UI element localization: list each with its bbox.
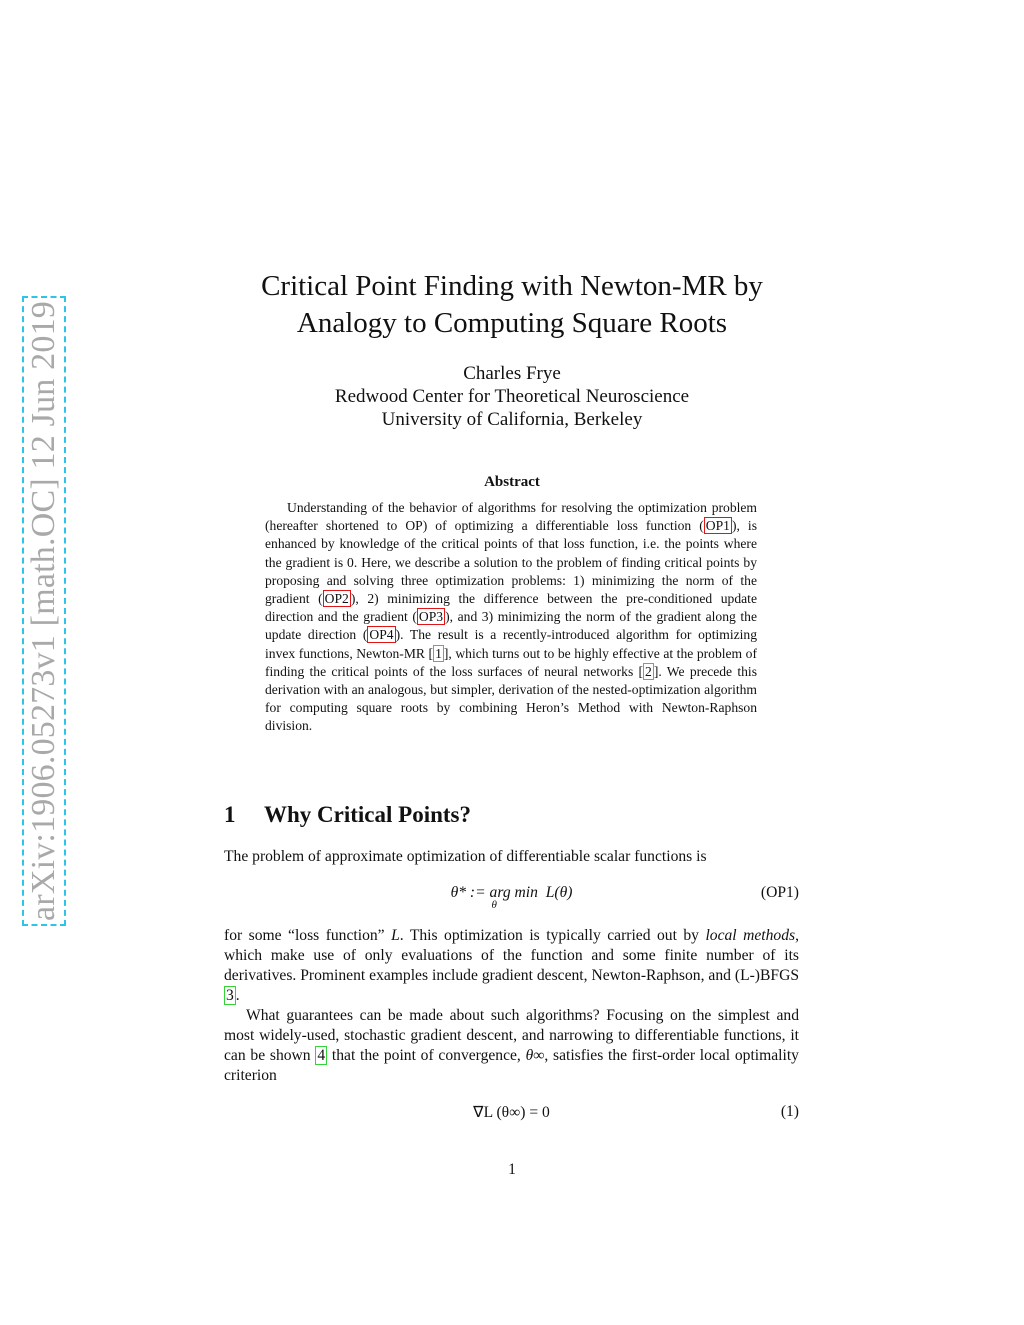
paper-title — [220, 268, 804, 342]
argmin-subscript: θ — [491, 899, 497, 911]
citation-link-3[interactable]: 3 — [226, 987, 234, 1004]
argmin-operator — [450, 884, 538, 911]
abstract-text-part: ). The result is a recently-introduced algorithm for optimizing invex functions, Newton-MR [ — [265, 627, 758, 661]
equation-op1-expression — [224, 884, 799, 911]
abstract-text-part: Understanding of the behavior of algorithms for resolving the optimization problem (hereafter shortened to OP) of optimizing a differentiable loss function ( — [265, 500, 757, 534]
arxiv-identifier-text: arXiv:1906.05273v1 [math.OC] 12 Jun 2019 — [25, 301, 62, 921]
paragraph-text-part: for some “loss function” — [224, 927, 392, 944]
paragraph-text-part: What guarantees can be made about such algorithms? Focusing on the simplest and most widely-used, stochastic gradient descent, and narrowing to differentiable functions, it can be shown — [224, 1007, 799, 1064]
arxiv-identifier-stamp[interactable] — [22, 296, 66, 926]
equation-1-expression: ∇L (θ∞) = 0 — [473, 1104, 550, 1121]
abstract-heading: Abstract — [484, 474, 540, 490]
math-symbol: L — [391, 927, 400, 944]
section-heading — [224, 802, 471, 828]
section-title: Why Critical Points? — [264, 802, 471, 827]
abstract-text-part: ]. We precede this derivation with an analogous, but simpler, derivation of the nested-optimization algorithm for computing square roots by combining Heron’s Method with Newton-Raphson division. — [265, 663, 757, 734]
affiliation-line-1: Redwood Center for Theoretical Neuroscience — [334, 386, 690, 407]
section-number: 1 — [224, 802, 236, 827]
author-name: Charles Frye — [463, 363, 561, 384]
equation-op1 — [224, 884, 799, 914]
title-line-1: Critical Point Finding with Newton-MR by — [261, 270, 763, 302]
author-block — [220, 362, 804, 431]
citation-link-4[interactable]: 4 — [317, 1047, 326, 1064]
math-symbol: θ∞ — [525, 1047, 545, 1064]
paragraph-text-part: . This optimization is typically carried out by — [399, 927, 706, 944]
citation-link-2[interactable]: 2 — [645, 663, 652, 679]
paragraph-text-part: , satisfies the first-order local optimality criterion — [224, 1047, 799, 1084]
equation-link-op4[interactable]: OP4 — [369, 627, 394, 643]
abstract-text-part: ), and 3) minimizing the norm of the gradient along the update direction ( — [265, 609, 757, 643]
equation-link-op2[interactable]: OP2 — [324, 591, 349, 607]
equation-link-op3[interactable]: OP3 — [418, 609, 444, 625]
abstract-text — [265, 499, 757, 736]
emphasis-text: local methods — [705, 927, 796, 944]
abstract-text-part: ), is enhanced by knowledge of the critical points of that loss function, i.e. the points where the gradient is 0. Here, we describe a solution to the problem of finding critical points by proposing and solving three optimization problems: 1) minimizing the norm of the gradient ( — [265, 518, 758, 607]
equation-1-tag: (1) — [780, 1103, 799, 1120]
paragraph-text-part: that the point of convergence, — [327, 1047, 526, 1064]
equation-1 — [224, 1103, 799, 1125]
abstract-text-part: ), 2) minimizing the difference between the pre-conditioned update direction and the gradient ( — [265, 591, 757, 625]
paragraph-text-part: , which make use of only evaluations of the function and some finite number of its derivatives. Prominent examples include gradient descent, Newton-Raphson, and (L-)BFGS — [224, 927, 799, 984]
page-number: 1 — [508, 1161, 516, 1178]
body-paragraph-2 — [224, 926, 799, 1006]
title-line-2: Analogy to Computing Square Roots — [296, 307, 728, 339]
citation-link-1[interactable]: 1 — [435, 645, 442, 661]
equation-op1-tag: (OP1) — [760, 884, 799, 901]
equation-op1-lhs: θ* := arg min — [450, 884, 538, 901]
equation-op1-rhs: L(θ) — [545, 884, 573, 901]
affiliation-line-2: University of California, Berkeley — [381, 409, 643, 430]
body-paragraph-1: The problem of approximate optimization of differentiable scalar functions is — [224, 848, 707, 865]
body-paragraph-3 — [224, 1006, 799, 1086]
abstract-text-part: ], which turns out to be highly effective at the problem of finding the critical points of the loss surfaces of neural networks [ — [265, 645, 757, 679]
equation-link-op1[interactable]: OP1 — [705, 518, 730, 534]
paragraph-text-part: . — [235, 987, 240, 1004]
